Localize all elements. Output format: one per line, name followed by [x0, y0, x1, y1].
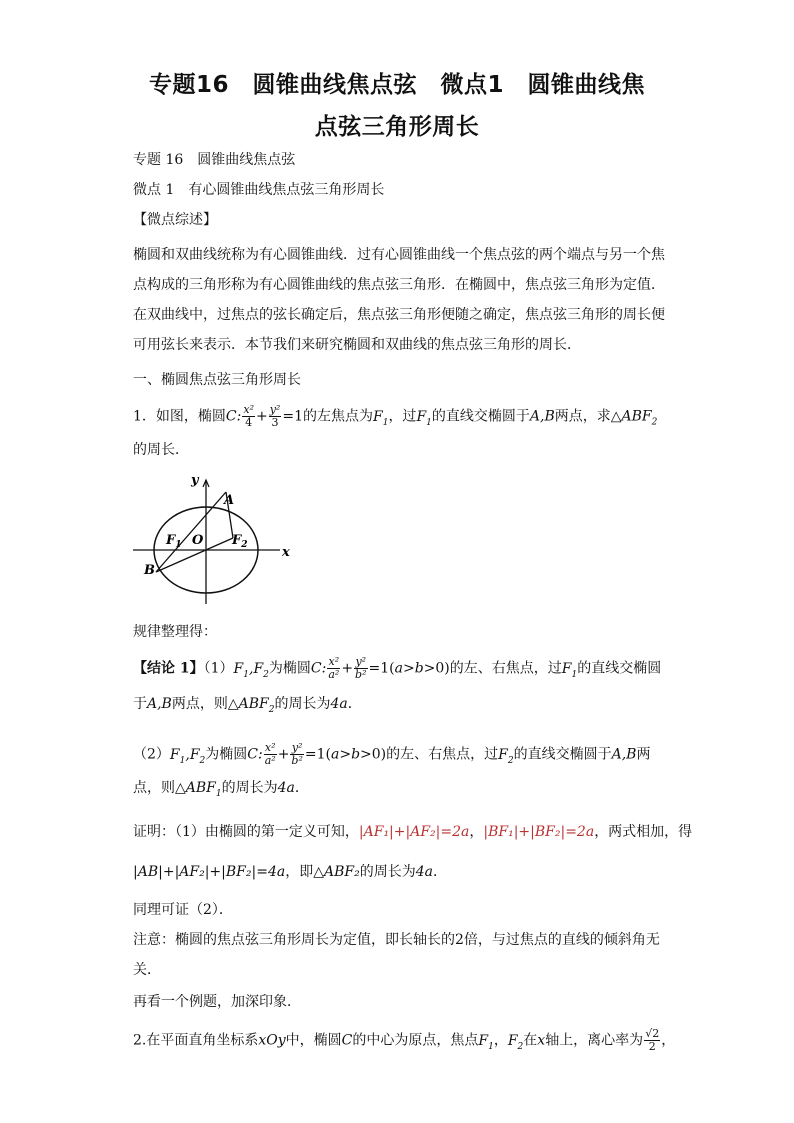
label-f2: $F_2$ [232, 533, 248, 550]
proof-line2-tri: ABF₂ [323, 864, 360, 880]
perimeter-value-3: 4a [415, 864, 433, 880]
conclusion-c2-b: 为椭圆 [205, 746, 248, 763]
rules-label: 规律整理得： [133, 624, 217, 640]
eccentricity-fraction: $\frac{√2}{2}$ [645, 1027, 660, 1053]
proof-line1: 证明：（1）由椭圆的第一定义可知，|AF₁|+|AF₂|=2a，|BF₁|+|BF₂|=2a，两式相加，得 [133, 824, 693, 840]
conclusion-c1-c: 的左、右焦点，过 [449, 660, 562, 677]
ellipse-focal-chord-figure [128, 472, 298, 612]
problem-2-e: 轴上，离心率为 [545, 1032, 644, 1049]
problem-2-d: 在 [523, 1032, 538, 1049]
problem-2-c: 的中心为原点，焦点 [352, 1032, 479, 1049]
conclusion-c2-c: 的左、右焦点，过 [386, 746, 499, 763]
conclusion-1-line1: 【结论 1】$(1)F_1,F_2$为椭圆C: $\frac{\text{x²}}{\text{a²}}$ + $\frac{\text{y²}}{\text{b²}}$ =1(a>b>0)的左、右焦点，过$F_1$的直线交椭圆 [133, 655, 662, 681]
proof-label: 证明：（1）由椭圆的第一定义可知， [133, 824, 359, 840]
focus-f1-b: $F_1$ [416, 408, 432, 428]
proof-line2-end: 的周长为 [359, 864, 416, 880]
proof-same: 同理可证（2）． [133, 902, 233, 918]
problem-1-line2: 的周长． [133, 442, 189, 458]
problem-1-tail: 两点，求△ [554, 408, 622, 425]
conclusion-c1-d: 的直线交椭圆 [577, 660, 662, 677]
conclusion-c1-a: （1） [203, 660, 234, 677]
perimeter-value: 4a [330, 696, 348, 712]
conclusion-c1-f: 两点，则△ [171, 696, 239, 712]
page-title-line2: 点弦三角形周长 [314, 114, 480, 140]
problem-2-text: 2.在平面直角坐标系xOy中，椭圆C的中心为原点，焦点$F_1$，$F_2$在x轴上，离心率为 $\frac{√2}{2}$ ， [133, 1027, 676, 1053]
problem-2-a: 2.在平面直角坐标系 [133, 1032, 259, 1049]
conclusion-1-line2: 于A,B两点，则$\triangle ABF_2$的周长为4a． [133, 696, 362, 715]
problem-2-b: 中，椭圆 [285, 1032, 342, 1049]
overview-paragraph: 椭圆和双曲线统称为有心圆锥曲线．过有心圆锥曲线一个焦点弦的两个端点与另一个焦点构成的三角形称为有心圆锥曲线的焦点弦三角形．在椭圆中，焦点弦三角形为定值．在双曲线中，过焦点的弦长确定后，焦点弦三角形便随之确定，焦点弦三角形的周长便可用弦长来表示．本节我们来研究椭圆和双曲线的焦点弦三角形的周长． [133, 247, 665, 353]
proof-eq2: |BF₁|+|BF₂|=2a [483, 824, 595, 840]
proof-line2-tail: ，即△ [285, 864, 324, 880]
proof-eq1: |AF₁|+|AF₂|=2a [358, 824, 470, 840]
note-paragraph: 注意：椭圆的焦点弦三角形周长为定值，即长轴长的2倍，与过焦点的直线的倾斜角无关． [133, 932, 660, 978]
triangle-abf: ABF [621, 408, 652, 425]
conclusion-2-line2: 点，则$\triangle ABF_1$的周长为4a． [133, 780, 309, 799]
focus-f1: $F_1$ [372, 408, 389, 428]
conclusion-tag: 【结论 1】 [133, 660, 204, 677]
label-y: y [191, 473, 199, 488]
section-heading-overview: 【微点综述】 [133, 212, 217, 228]
conclusion-c2-f: 点，则△ [133, 780, 186, 796]
proof-line2: |AB|+|AF₂|+|BF₂|=4a，即△ABF₂的周长为4a． [133, 864, 447, 880]
proof-line2-eq: |AB|+|AF₂|+|BF₂|=4a [133, 864, 286, 880]
label-b: B [144, 563, 155, 578]
points-ab: A,B [529, 408, 555, 425]
subtopic-label: 微点 1 有心圆锥曲线焦点弦三角形周长 [133, 182, 385, 198]
conclusion-c2-g: 的周长为 [221, 780, 278, 796]
problem-1-text: 1．如图，椭圆C: $\frac{\text{x²}}{4}$ + $\frac{\text{y²}}{3}$ =1的左焦点为$F_1$，过$F_1$的直线交椭圆于A,B两点，求$\triangle ABF_2$ [133, 403, 658, 429]
conclusion-2-line1: $(2)F_1,F_2$为椭圆C: $\frac{\text{x²}}{\text{a²}}$ + $\frac{\text{y²}}{\text{b²}}$ =1(a>b>0)的左、右焦点，过$F_2$的直线交椭圆于A,B两 [133, 741, 651, 767]
again-line: 再看一个例题，加深印象． [133, 994, 301, 1010]
topic-label: 专题 16 圆锥曲线焦点弦 [133, 152, 296, 168]
problem-1-prefix: 1．如图，椭圆 [133, 408, 226, 425]
fraction-y2-3: $\frac{\text{y²}}{3}$ [269, 403, 281, 429]
proof-sum: ，两式相加，得 [594, 824, 693, 840]
conclusion-c2-d: 的直线交椭圆于 [513, 746, 612, 763]
focal-chord-line [156, 492, 226, 572]
perimeter-value-2: 4a [277, 780, 295, 796]
label-o: O [192, 533, 204, 548]
conclusion-c1-b: 为椭圆 [268, 660, 311, 677]
section-heading-ellipse: 一、椭圆焦点弦三角形周长 [133, 372, 301, 388]
fraction-x2-4: $\frac{\text{x²}}{4}$ [243, 403, 254, 429]
conclusion-c1-g: 的周长为 [274, 696, 331, 712]
problem-1-mid: ，过 [388, 408, 417, 425]
label-x: x [282, 545, 290, 560]
conclusion-c2-e: 两 [636, 746, 651, 763]
label-f1: $F_1$ [166, 533, 182, 550]
page-title-line1: 专题16 圆锥曲线焦点弦 微点1 圆锥曲线焦 [148, 72, 645, 98]
conclusion-c2-a: （2） [133, 746, 170, 763]
conclusion-c1-e: 于 [133, 696, 147, 712]
problem-1-mid2: 的直线交椭圆于 [431, 408, 530, 425]
problem-2-xoy: xOy [258, 1032, 286, 1049]
curve-label: C: [225, 408, 242, 425]
problem-1-eq-tail: =1的左焦点为 [282, 408, 373, 425]
label-a: A [224, 493, 235, 508]
